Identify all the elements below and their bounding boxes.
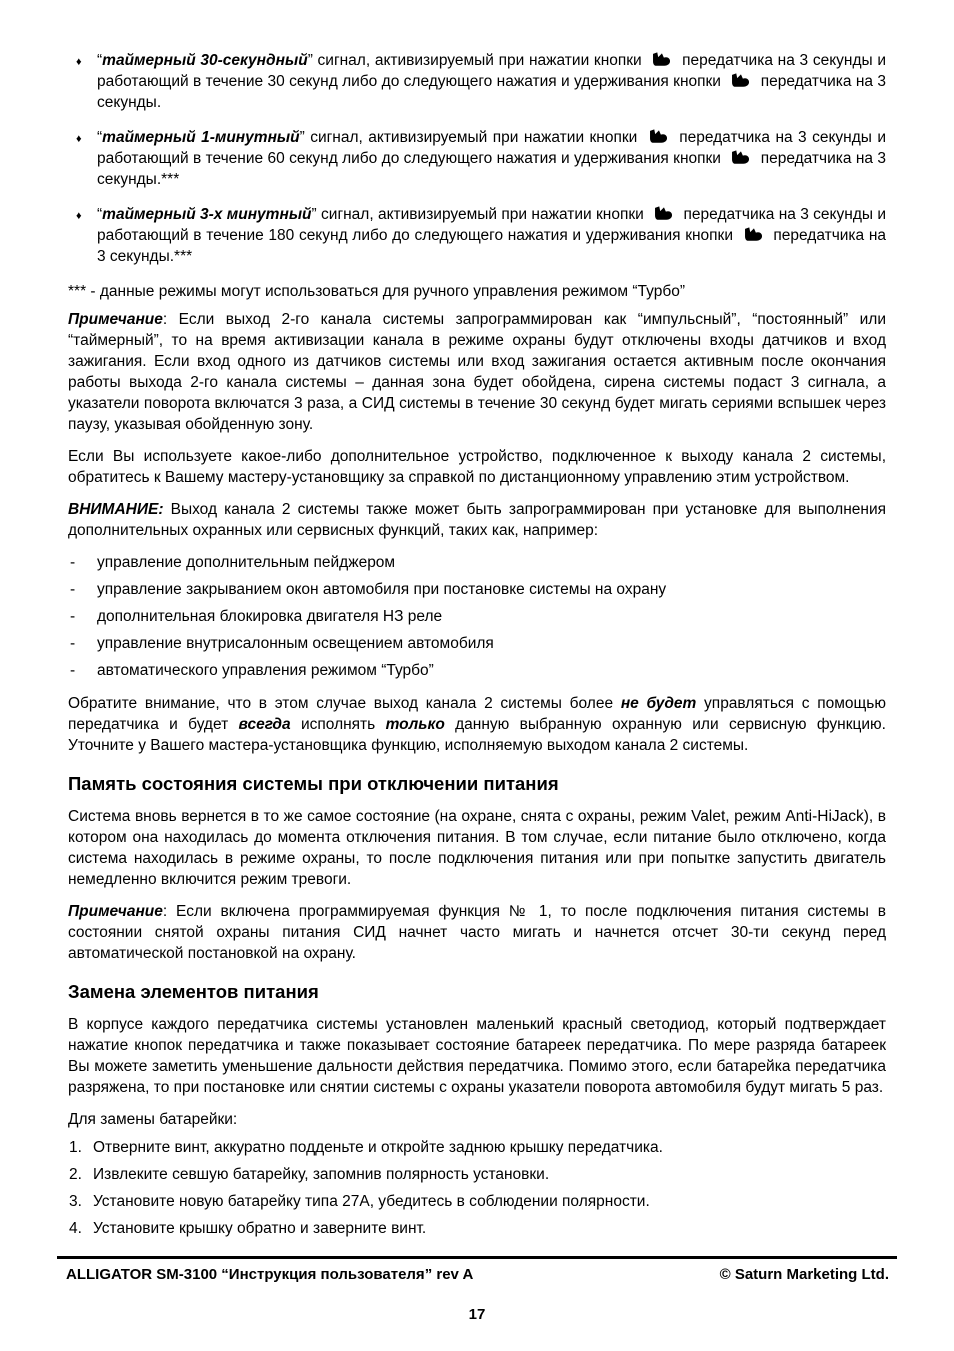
- step-item-2: [68, 1164, 886, 1185]
- steps-intro: Для замены батарейки:: [68, 1111, 238, 1128]
- bullet-segment: передатчика на 3 секунды.***: [97, 150, 886, 188]
- bullet-segment: передатчика на 3 секунды.***: [97, 227, 887, 265]
- page-number: 17: [468, 1306, 486, 1323]
- bullet-segment: ” сигнал, активизируемый при нажатии кнопки: [311, 206, 644, 223]
- step-number: 3.: [69, 1193, 82, 1210]
- bullet-item-timer-30s: [68, 50, 886, 113]
- dash-marker: -: [70, 662, 76, 679]
- bullet-segment: передатчика на 3 секунды и работающий в течение 180 секунд либо до следующего нажатия и удерживания кнопки: [97, 206, 887, 244]
- dash-item-windows: [68, 579, 886, 600]
- transmitter-button-icon: [648, 128, 669, 144]
- notice-segment: данную выбранную охранную или сервисную функцию. Уточните у Вашего мастера-установщика функцию, исполняемую выходом канала 2 системы.: [68, 716, 886, 754]
- memory-paragraph: Система вновь вернется в то же самое состояние (на охране, снята с охраны, режим Valet, режим Anti-HiJack), в котором она находилась до момента отключения питания. В том случае, если питание было отключено, когда система находилась в режиме охраны, то после подключения питания или при попытке запустить двигатель немедленно включится режим тревоги.: [68, 808, 886, 888]
- step-number: 4.: [69, 1220, 82, 1237]
- attention-label: ВНИМАНИЕ:: [68, 501, 164, 518]
- page-content: [68, 50, 886, 1245]
- transmitter-button-icon: [651, 51, 672, 67]
- dash-marker: -: [70, 581, 76, 598]
- dash-item-turbo: [68, 660, 886, 681]
- dash-marker: -: [70, 635, 76, 652]
- bullet-segment: ” сигнал, активизируемый при нажатии кнопки: [299, 129, 638, 146]
- transmitter-button-icon: [653, 205, 674, 221]
- note-text: : Если включена программируемая функция № 1, то после подключения питания системы в состоянии снятой охраны питания СИД начнет часто мигать и начнется отсчет 30-ти секунд перед автоматической постановкой на охрану.: [68, 903, 886, 962]
- mode-name: таймерный 3-х минутный: [102, 206, 312, 223]
- dash-item-text: дополнительная блокировка двигателя НЗ реле: [97, 608, 443, 625]
- bullet-text: [97, 204, 886, 267]
- notice-segment: Обратите внимание, что в этом случае выход канала 2 системы более: [68, 695, 621, 712]
- footer-left-text: ALLIGATOR SM-3100 “Инструкция пользователя” rev A: [66, 1266, 474, 1283]
- diamond-bullet-icon: ♦: [76, 133, 82, 145]
- bullet-text: [97, 50, 886, 113]
- notice-paragraph: [68, 693, 886, 756]
- bullet-text: [97, 127, 886, 190]
- notice-segment: исполнять: [290, 716, 386, 733]
- note-label: Примечание: [68, 311, 163, 328]
- section-title-memory: Память состояния системы при отключении питания: [68, 773, 559, 794]
- step-item-3: [68, 1191, 886, 1212]
- dash-item-interior-light: [68, 633, 886, 654]
- transmitter-button-icon: [730, 72, 751, 88]
- notice-bold: всегда: [238, 716, 291, 733]
- notice-bold: только: [385, 716, 445, 733]
- dash-item-text: автоматического управления режимом “Турбо”: [97, 662, 434, 679]
- transmitter-button-icon: [730, 149, 751, 165]
- page-footer: [57, 1256, 897, 1284]
- quote-open: “: [97, 206, 103, 223]
- attention-paragraph: [68, 499, 886, 541]
- step-item-1: [68, 1137, 886, 1158]
- bullet-segment: ” сигнал, активизируемый при нажатии кнопки: [307, 52, 642, 69]
- footer-row: [57, 1259, 897, 1284]
- bullet-segment: передатчика на 3 секунды и работающий в течение 60 секунд либо до следующего нажатия и удерживания кнопки: [97, 129, 886, 167]
- note-paragraph-channel2: [68, 309, 886, 435]
- step-text: Отверните винт, аккуратно подденьте и откройте заднюю крышку передатчика.: [93, 1139, 663, 1156]
- attention-text: Выход канала 2 системы также может быть запрограммирован при установке для выполнения дополнительных охранных или сервисных функций, таких как, например:: [68, 501, 886, 539]
- transmitter-button-icon: [743, 226, 764, 242]
- notice-bold: не будет: [620, 695, 697, 712]
- footer-copyright: © Saturn Marketing Ltd.: [719, 1266, 889, 1283]
- section-title-battery: Замена элементов питания: [68, 981, 319, 1002]
- mode-name: таймерный 1-минутный: [102, 129, 300, 146]
- quote-open: “: [97, 52, 103, 69]
- bullet-item-timer-1min: [68, 127, 886, 190]
- dash-item-engine-block: [68, 606, 886, 627]
- dash-marker: -: [70, 554, 76, 571]
- step-number: 2.: [69, 1166, 82, 1183]
- paragraph-extra-device: Если Вы используете какое-либо дополнительное устройство, подключенное к выходу канала 2 системы, обратитесь к Вашему мастеру-установщику за справкой по дистанционному управлению этим устройством.: [68, 448, 886, 486]
- note-label: Примечание: [68, 903, 163, 920]
- diamond-bullet-icon: ♦: [76, 56, 82, 68]
- notice-segment: управляться с помощью передатчика и будет: [68, 695, 886, 733]
- note-text: : Если выход 2-го канала системы запрограммирован как “импульсный”, “постоянный” или “таймерный”, то на время активизации канала в режиме охраны будут отключены входы датчиков и вход зажигания. Если вход одного из датчиков системы или вход зажигания остается активным после окончания работы выхода 2-го канала системы – данная зона будет обойдена, сирена системы подаст 3 сигнала, а указатели поворота включатся 3 раза, а СИД системы в течение 30 секунд будет мигать сериями вспышек через паузу, указывая обойденную зону.: [68, 311, 886, 433]
- bullet-segment: передатчика на 3 секунды и работающий в течение 30 секунд либо до следующего нажатия и удерживания кнопки: [97, 52, 886, 90]
- step-text: Установите новую батарейку типа 27А, убедитесь в соблюдении полярности.: [93, 1193, 650, 1210]
- dash-item-text: управление закрыванием окон автомобиля при постановке системы на охрану: [97, 581, 667, 598]
- step-text: Извлеките севшую батарейку, запомнив полярность установки.: [93, 1166, 550, 1183]
- quote-open: “: [97, 129, 103, 146]
- dash-item-text: управление внутрисалонным освещением автомобиля: [97, 635, 494, 652]
- mode-name: таймерный 30-секундный: [102, 52, 308, 69]
- bullet-item-timer-3min: [68, 204, 886, 267]
- dash-item-pager: [68, 552, 886, 573]
- step-number: 1.: [69, 1139, 82, 1156]
- step-text: Установите крышку обратно и заверните винт.: [93, 1220, 427, 1237]
- footnote: *** - данные режимы могут использоваться для ручного управления режимом “Турбо”: [68, 283, 685, 300]
- bullet-segment: передатчика на 3 секунды.: [97, 73, 886, 111]
- step-item-4: [68, 1218, 886, 1239]
- note-paragraph-function1: [68, 901, 886, 964]
- diamond-bullet-icon: ♦: [76, 210, 82, 222]
- battery-paragraph: В корпусе каждого передатчика системы установлен маленький красный светодиод, который подтверждает нажатие кнопок передатчика и также показывает состояние батареек передатчика. По мере разряда батареек Вы можете заметить уменьшение дальности действия передатчика. Помимо этого, если батарейка передатчика разряжена, то при постановке или снятии системы с охраны указатели поворота автомобиля будут мигать 5 раз.: [68, 1016, 886, 1096]
- dash-item-text: управление дополнительным пейджером: [97, 554, 396, 571]
- dash-marker: -: [70, 608, 76, 625]
